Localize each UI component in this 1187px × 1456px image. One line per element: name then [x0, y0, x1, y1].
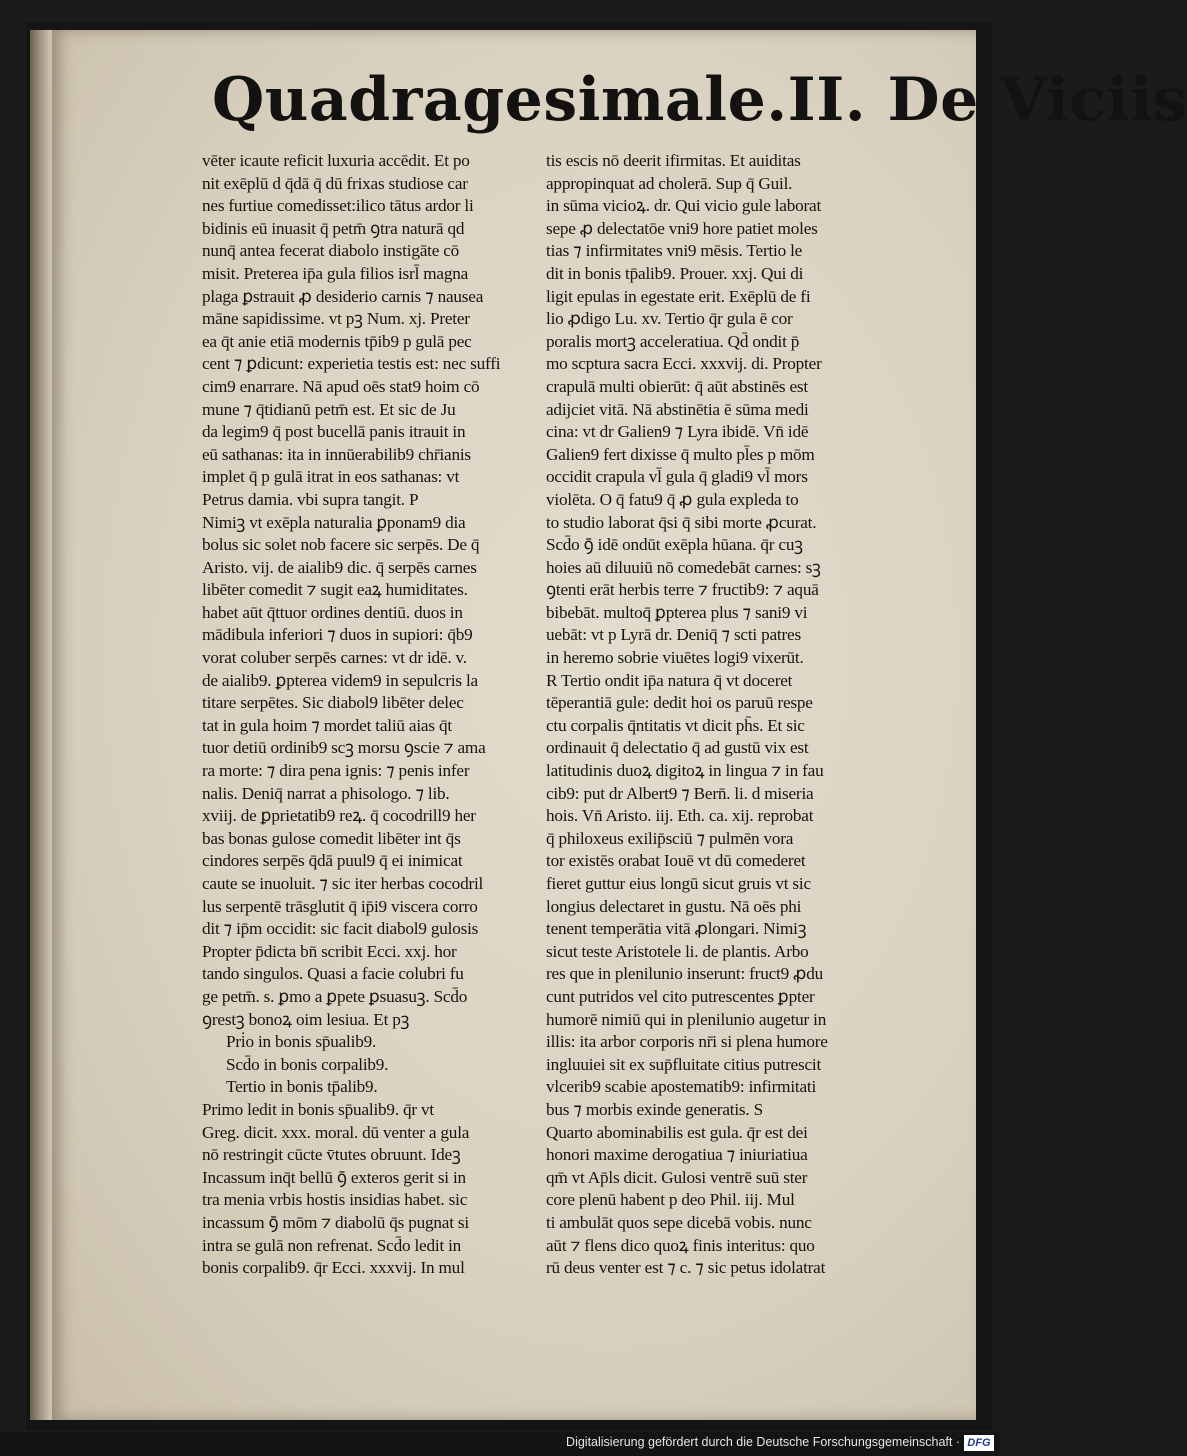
text-line: ctu corpalis q̄ntitatis vt dicit ph̄s. Et sic	[546, 715, 805, 735]
text-line: da legim9 q̄ post bucellā panis itrauit in	[202, 422, 466, 442]
text-line: aūt ⁊ flens dico quoꝝ finis interitus: quo	[546, 1235, 815, 1255]
text-line: incassum ꝯ̄ mōm ⁊ diabolū q̄s pugnat si	[202, 1212, 469, 1232]
text-line: intra se gulā non refrenat. Scd̄o ledit in	[202, 1235, 462, 1255]
text-line: tis escis nō deerit ifirmitas. Et auiditas	[546, 151, 801, 170]
text-line: humorē nimiū qui in plenilunio augetur in	[546, 1009, 827, 1029]
text-line: dit ⁊ ip̄m occidit: sic facit diabol9 gulosis	[202, 919, 479, 939]
text-line: ra morte: ⁊ dira pena ignis: ⁊ penis infer	[202, 761, 470, 781]
text-line: Primo ledit in bonis sp̄ualib9. q̄r vt	[202, 1099, 434, 1119]
text-line: tor existēs orabat Iouē vt dū comederet	[546, 851, 806, 871]
text-line: nō restringit cūcte v̄tutes obruunt. Ideꝫ	[202, 1145, 461, 1165]
text-line: tēperantiā gule: dedit hoi os paruū respe	[546, 693, 813, 713]
text-line: xviij. de ꝑprietatib9 reꝝ. q̄ cocodrill9 her	[202, 806, 476, 826]
text-line: misit. Preterea ip̄a gula filios isrl̄ magna	[202, 263, 469, 283]
text-line: bonis corpalib9. q̄r Ecci. xxxvij. In mul	[202, 1258, 465, 1278]
text-line: Incassum inq̄t bellū ꝯ̄ exteros gerit si in	[202, 1167, 466, 1187]
text-line: māne sapidissime. vt pꝫ Num. xj. Preter	[202, 309, 470, 329]
left-text-column	[202, 150, 570, 1280]
text-line: ꝯrestꝫ bonoꝝ oim lesiua. Et pꝫ	[202, 1009, 410, 1029]
text-line: occidit crapula vl̄ gula q̄ gladi9 vl̄ mors	[546, 467, 808, 487]
text-line: cib9: put dr Albert9 ⁊ Bern̄. li. d miseria	[546, 783, 814, 803]
text-line: ligit epulas in egestate erit. Exēplū de fi	[546, 286, 811, 306]
text-line: cent ⁊ ꝑdicunt: experietia testis est: nec suffi	[202, 354, 501, 374]
text-line: libēter comedit ⁊ sugit eaꝝ humiditates.	[202, 580, 468, 600]
text-line: de aialib9. ꝑpterea videm9 in sepulcris la	[202, 670, 478, 690]
text-line: adijciet vitā. Nā abstinētia ē sūma medi	[546, 399, 809, 419]
text-line: rū deus venter est ⁊ c. ⁊ sic petus idolatrat	[546, 1258, 826, 1278]
footer-bar	[0, 1432, 1000, 1456]
text-line: lus serpentē trāsglutit q̄ ip̄i9 viscera corro	[202, 896, 478, 916]
text-line: nalis. Deniq̄ narrat a phisologo. ⁊ lib.	[202, 783, 450, 803]
text-line: titare serpētes. Sic diabol9 libēter delec	[202, 693, 464, 713]
text-line: vlcerib9 scabie apostematib9: infirmitati	[546, 1077, 817, 1097]
text-line: bas bonas gulose comedit libēter int q̄s	[202, 828, 461, 848]
text-line: dit in bonis tp̄alib9. Prouer. xxj. Qui di	[546, 263, 804, 283]
text-line: R Tertio ondit ip̄a natura q̄ vt doceret	[546, 670, 793, 690]
text-line: Greg. dicit. xxx. moral. dū venter a gula	[202, 1122, 470, 1142]
text-line: Scd̄o ꝯ̄ idē ondūt exēpla hūana. q̄r cuꝫ	[546, 535, 803, 555]
text-line: cindores serpēs q̄dā puul9 q̄ ei inimicat	[202, 851, 463, 871]
text-line: longius delectaret in gustu. Nā oēs phi	[546, 896, 802, 916]
text-line: nit exēplū d q̄dā q̄ dū frixas studiose car	[202, 173, 468, 193]
text-line: latitudinis duoꝝ digitoꝝ in lingua ⁊ in fau	[546, 761, 824, 781]
text-line: res que in plenilunio inserunt: fruct9 ꝓdu	[546, 964, 823, 984]
text-line: Petrus damia. vbi supra tangit. P	[202, 489, 419, 509]
dfg-logo-icon: DFG	[964, 1435, 994, 1451]
text-line: uebāt: vt p Lyrā dr. Deniq̄ ⁊ scti patres	[546, 625, 801, 645]
text-line: vēter icaute reficit luxuria accēdit. Et po	[202, 151, 470, 170]
text-line: Aristo. vij. de aialib9 dic. q̄ serpēs carnes	[202, 557, 477, 577]
text-line: Nimiꝫ vt exēpla naturalia ꝑponam9 dia	[202, 512, 466, 532]
text-line: Tertio in bonis tp̄alib9.	[226, 1077, 378, 1097]
running-title: Quadragesimale.II. De Viciis	[212, 65, 1187, 135]
text-line: bidinis eū inuasit q̄ petm̄ ꝯtra naturā qd	[202, 218, 465, 238]
text-line: ti ambulāt quos sepe dicebā vobis. nunc	[546, 1212, 812, 1232]
text-line: honori maxime derogatiua ⁊ iniuriatiua	[546, 1145, 808, 1165]
text-line: mādibula inferiori ⁊ duos in supiori: q̄b9	[202, 625, 473, 645]
text-line: plaga ꝑstrauit ꝓ desiderio carnis ⁊ nausea	[202, 286, 484, 306]
text-line: hois. Vn̄ Aristo. iij. Eth. ca. xij. reprobat	[546, 806, 814, 826]
text-line: q̄ philoxeus exilip̄sciū ⁊ pulmēn vora	[546, 828, 794, 848]
text-line: tra menia vrbis hostis insidias habet. sic	[202, 1190, 468, 1210]
text-line: cim9 enarrare. Nā apud oēs stat9 hoim cō	[202, 376, 480, 396]
text-line: cunt putridos vel cito putrescentes ꝑpter	[546, 986, 815, 1006]
text-line: hoies aū diluuiū nō comedebāt carnes: sꝫ	[546, 557, 821, 577]
text-line: lio ꝓdigo Lu. xv. Tertio q̄r gula ē cor	[546, 309, 793, 329]
text-line: ordinauit q̄ delectatio q̄ ad gustū vix est	[546, 738, 809, 758]
text-line: bolus sic solet nob facere sic serpēs. De q̄	[202, 535, 480, 555]
text-line: tuor detiū ordinib9 scꝫ morsu ꝯscie ⁊ ama	[202, 738, 486, 758]
text-line: nes furtiue comedisset:ilico tātus ardor li	[202, 196, 474, 216]
text-line: Scd̄o in bonis corpalib9.	[226, 1054, 389, 1074]
text-line: qm̄ vt Ap̄ls dicit. Gulosi ventrē suū ster	[546, 1167, 808, 1187]
text-line: violēta. O q̄ fatu9 q̄ ꝓ gula expleda to	[546, 489, 799, 509]
text-line: poralis mortꝫ acceleratiua. Qd̄ ondit p̄	[546, 331, 800, 351]
text-line: bus ⁊ morbis exinde generatis. S	[546, 1099, 763, 1119]
text-line: crapulā multi obierūt: q̄ aūt abstinēs est	[546, 376, 808, 396]
text-line: in sūma vicioꝝ. dr. Qui vicio gule laborat	[546, 196, 822, 216]
text-line: tenent temperātia vitā ꝓlongari. Nimiꝫ	[546, 919, 807, 939]
text-line: to studio laborat q̄si q̄ sibi morte ꝓcurat.	[546, 512, 817, 532]
funding-credit: Digitalisierung gefördert durch die Deutsche Forschungsgemeinschaft ·	[566, 1435, 960, 1449]
text-line: tat in gula hoim ⁊ mordet taliū aias q̄t	[202, 715, 452, 735]
text-line: nunq̄ antea fecerat diabolo instigāte cō	[202, 241, 460, 261]
text-line: tando singulos. Quasi a facie colubri fu	[202, 964, 464, 984]
text-line: Quarto abominabilis est gula. q̄r est dei	[546, 1122, 808, 1142]
text-line: habet aūt q̄ttuor ordines dentiū. duos in	[202, 602, 463, 622]
text-line: ꝯtenti erāt herbis terre ⁊ fructib9: ⁊ aquā	[546, 580, 819, 600]
text-line: appropinquat ad cholerā. Sup q̄ Guil.	[546, 173, 793, 193]
text-line: illis: ita arbor corporis nr̄i si plena humore	[546, 1032, 828, 1052]
text-line: Galien9 fert dixisse q̄ multo pl̄es p mōm	[546, 444, 815, 464]
text-line: core plenū habent p deo Phil. iij. Mul	[546, 1190, 795, 1210]
text-line: mune ⁊ q̄tidianū petm̄ est. Et sic de Ju	[202, 399, 456, 419]
text-line: Propter p̄dicta bn̄ scribit Ecci. xxj. hor	[202, 941, 457, 961]
text-line: eū sathanas: ita in innūerabilib9 chr̄ianis	[202, 444, 471, 464]
text-line: Pri̇o in bonis sp̄ualib9.	[226, 1032, 377, 1052]
text-line: implet q̄ p gulā itrat in eos sathanas: vt	[202, 467, 460, 487]
text-line: in heremo sobrie viuētes logi9 vixerūt.	[546, 648, 804, 668]
right-text-column	[546, 150, 948, 1280]
text-line: fieret guttur eius longū sicut gruis vt sic	[546, 874, 811, 893]
text-line: sepe ꝓ delectatōe vni9 hore patiet moles	[546, 218, 818, 238]
text-line: tias ⁊ infirmitates vni9 mēsis. Tertio le	[546, 241, 803, 261]
text-line: ea q̄t anie etiā modernis tp̄ib9 p gulā pec	[202, 331, 472, 351]
text-line: sicut teste Aristotele li. de plantis. Arbo	[546, 941, 809, 961]
text-line: caute se inuoluit. ⁊ sic iter herbas cocodril	[202, 874, 484, 893]
text-line: vorat coluber serpēs carnes: vt dr idē. v.	[202, 648, 467, 668]
text-line: ge petm̄. s. ꝑmo a ꝑpete ꝑsuasuꝫ. Scd̄o	[202, 986, 468, 1006]
text-line: bibebāt. multoq̄ ꝑpterea plus ⁊ sani9 vi	[546, 602, 808, 622]
text-line: cina: vt dr Galien9 ⁊ Lyra ibidē. Vn̄ idē	[546, 422, 809, 442]
text-line: ingluuiei sit ex sup̄fluitate citius putrescit	[546, 1054, 822, 1074]
text-line: mo scptura sacra Ecci. xxxvij. di. Propter	[546, 354, 822, 374]
